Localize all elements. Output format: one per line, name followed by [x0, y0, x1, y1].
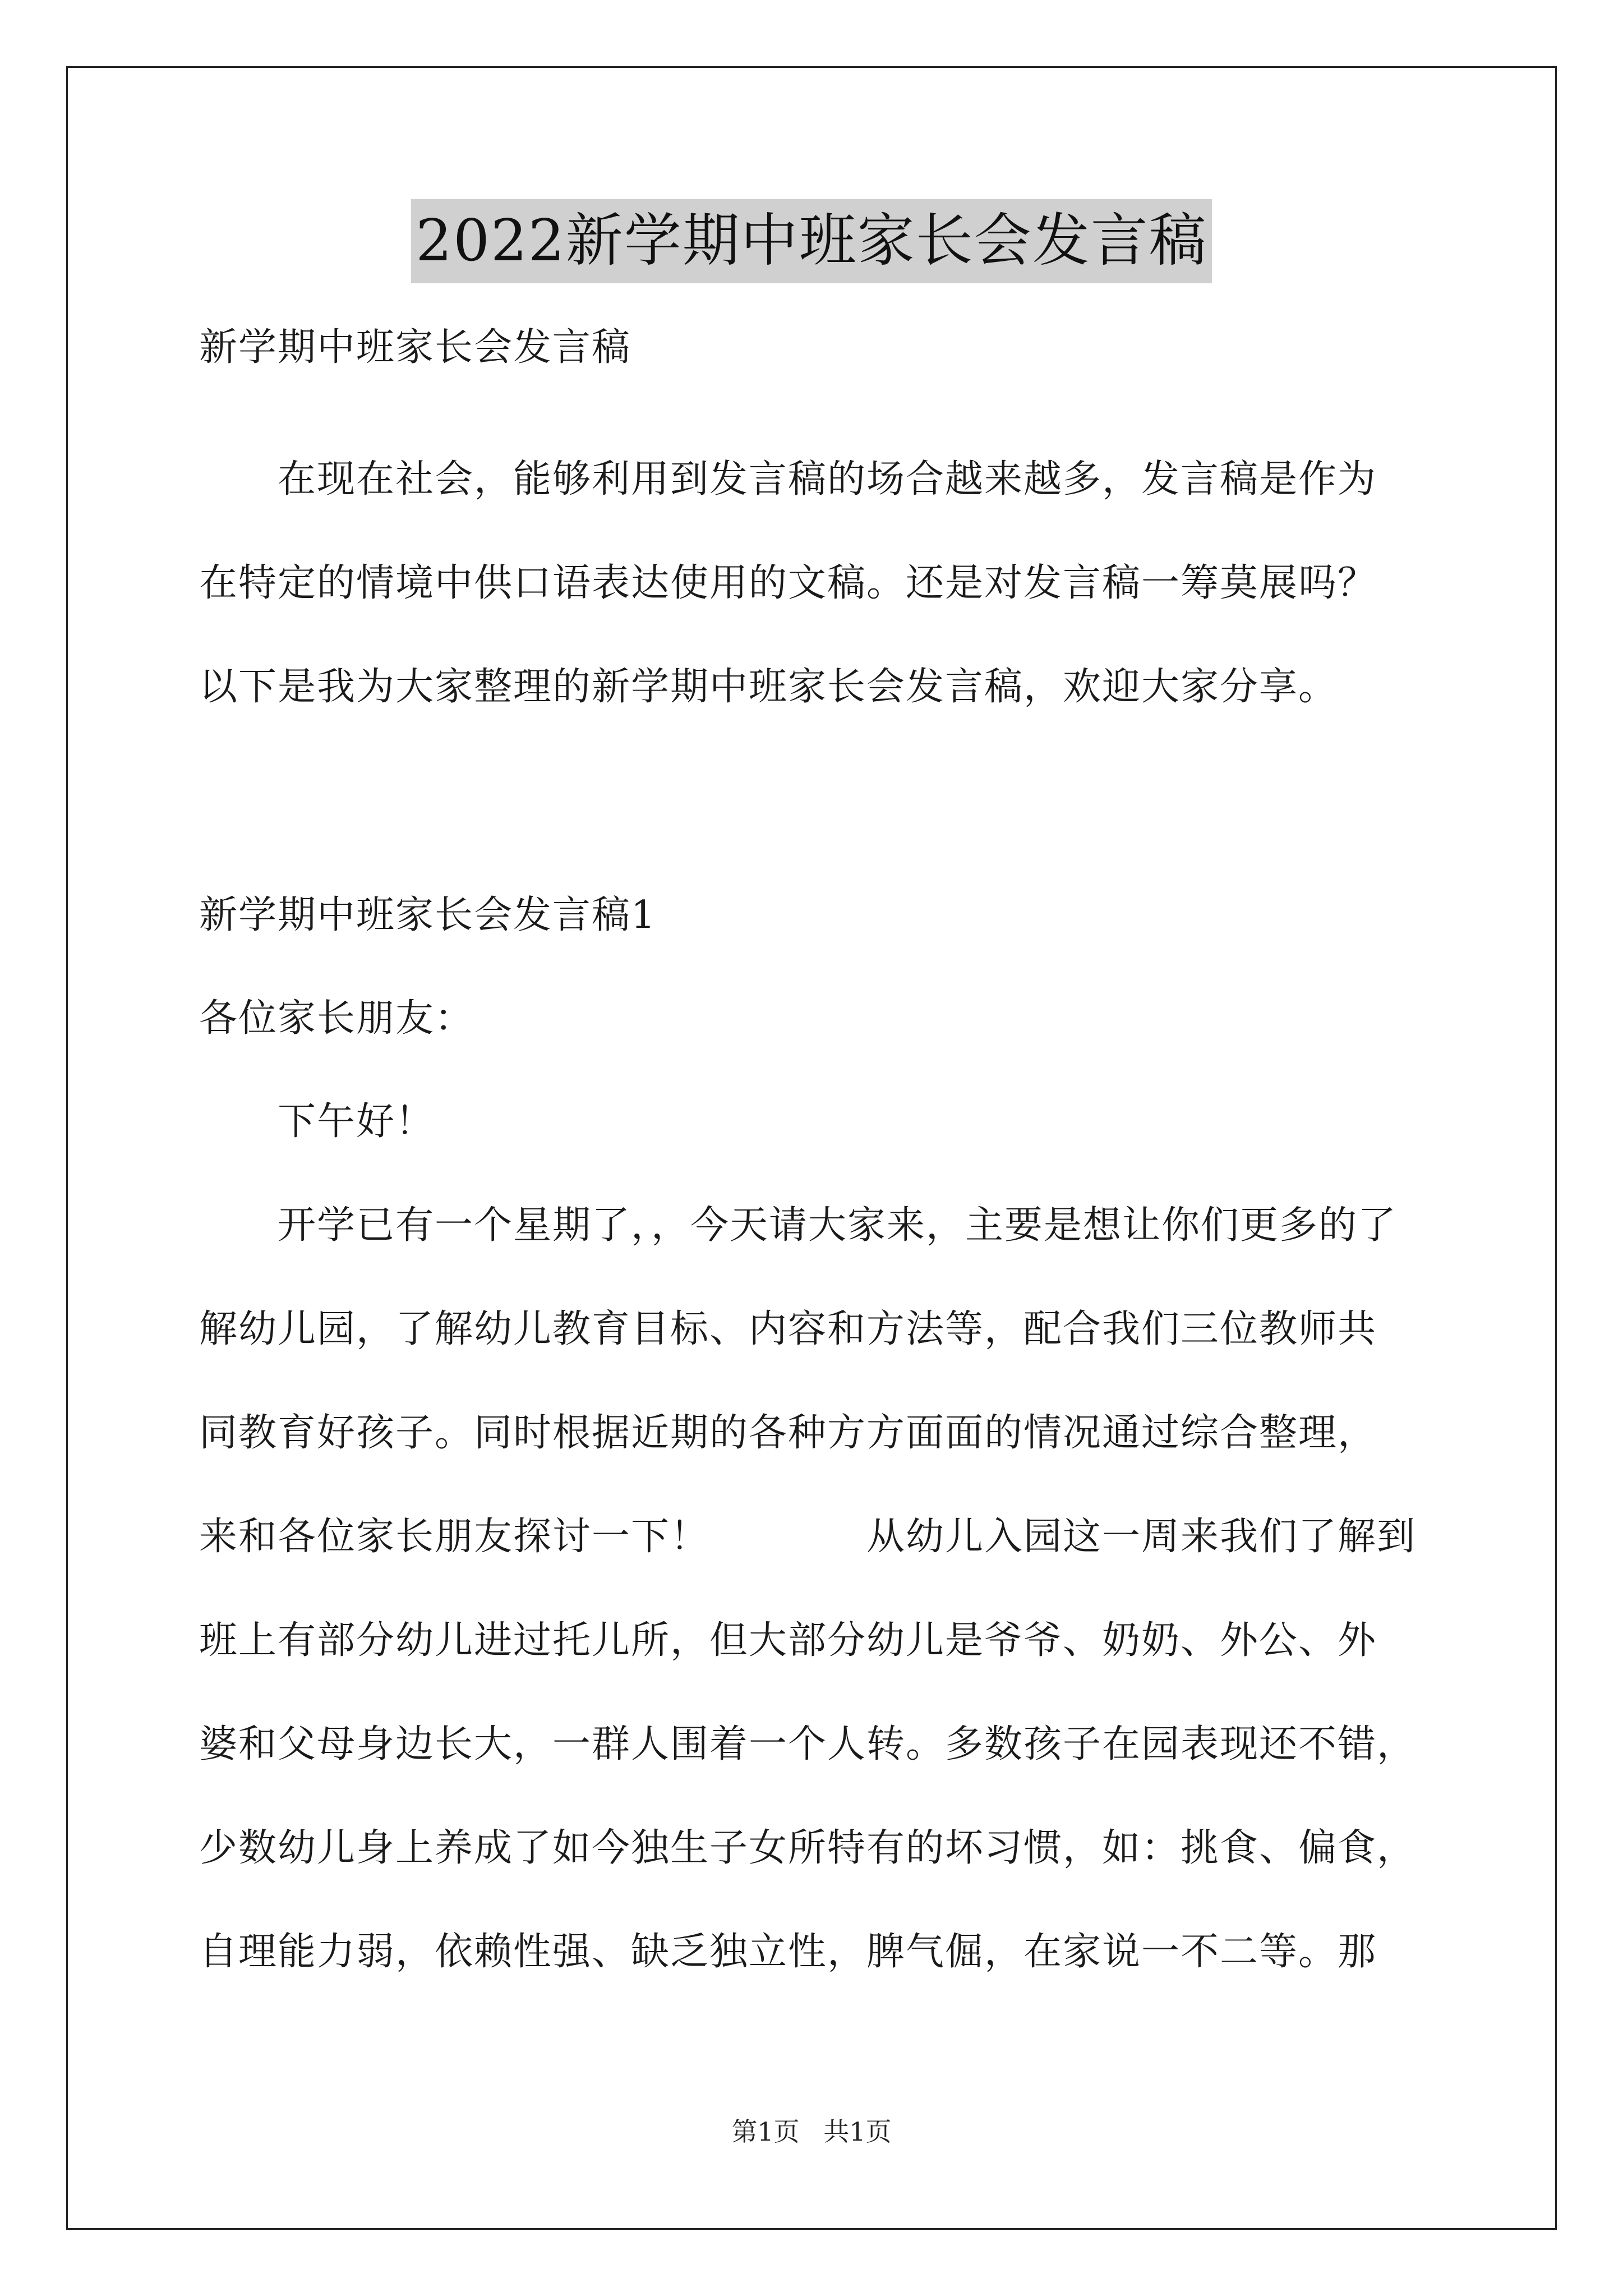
text-line: 新学期中班家长会发言稿 — [199, 325, 631, 370]
text-line: 在特定的情境中供口语表达使用的文稿。还是对发言稿一筹莫展吗？ — [199, 561, 1377, 605]
text-line: 来和各位家长朋友探讨一下！ 从幼儿入园这一周来我们了解到 — [199, 1515, 1417, 1559]
text-line: 各位家长朋友： — [199, 996, 474, 1041]
page-total: 共1页 — [823, 2116, 892, 2147]
document-title: 2022新学期中班家长会发言稿 — [411, 199, 1212, 283]
text-line: 少数幼儿身上养成了如今独生子女所特有的坏习惯，如：挑食、偏食， — [199, 1826, 1417, 1870]
text-line: 自理能力弱，依赖性强、缺乏独立性，脾气倔，在家说一不二等。那 — [199, 1930, 1377, 1974]
text-line: 下午好！ — [199, 1099, 435, 1144]
text-line: 以下是我为大家整理的新学期中班家长会发言稿，欢迎大家分享。 — [199, 665, 1338, 709]
text-line: 班上有部分幼儿进过托儿所，但大部分幼儿是爷爷、奶奶、外公、外 — [199, 1618, 1377, 1663]
text-line: 开学已有一个星期了，，今天请大家来，主要是想让你们更多的了 — [199, 1203, 1398, 1248]
text-line: 同教育好孩子。同时根据近期的各种方方面面的情况通过综合整理， — [199, 1411, 1377, 1455]
text-line: 解幼儿园，了解幼儿教育目标、内容和方法等，配合我们三位教师共 — [199, 1307, 1377, 1351]
section-heading: 新学期中班家长会发言稿1 — [199, 893, 657, 937]
title-container — [0, 199, 1623, 283]
text-line: 婆和父母身边长大，一群人围着一个人转。多数孩子在园表现还不错， — [199, 1722, 1417, 1766]
page-footer — [0, 2115, 1623, 2148]
text-line: 在现在社会，能够利用到发言稿的场合越来越多，发言稿是作为 — [199, 457, 1377, 501]
page-number: 第1页 — [731, 2116, 800, 2147]
